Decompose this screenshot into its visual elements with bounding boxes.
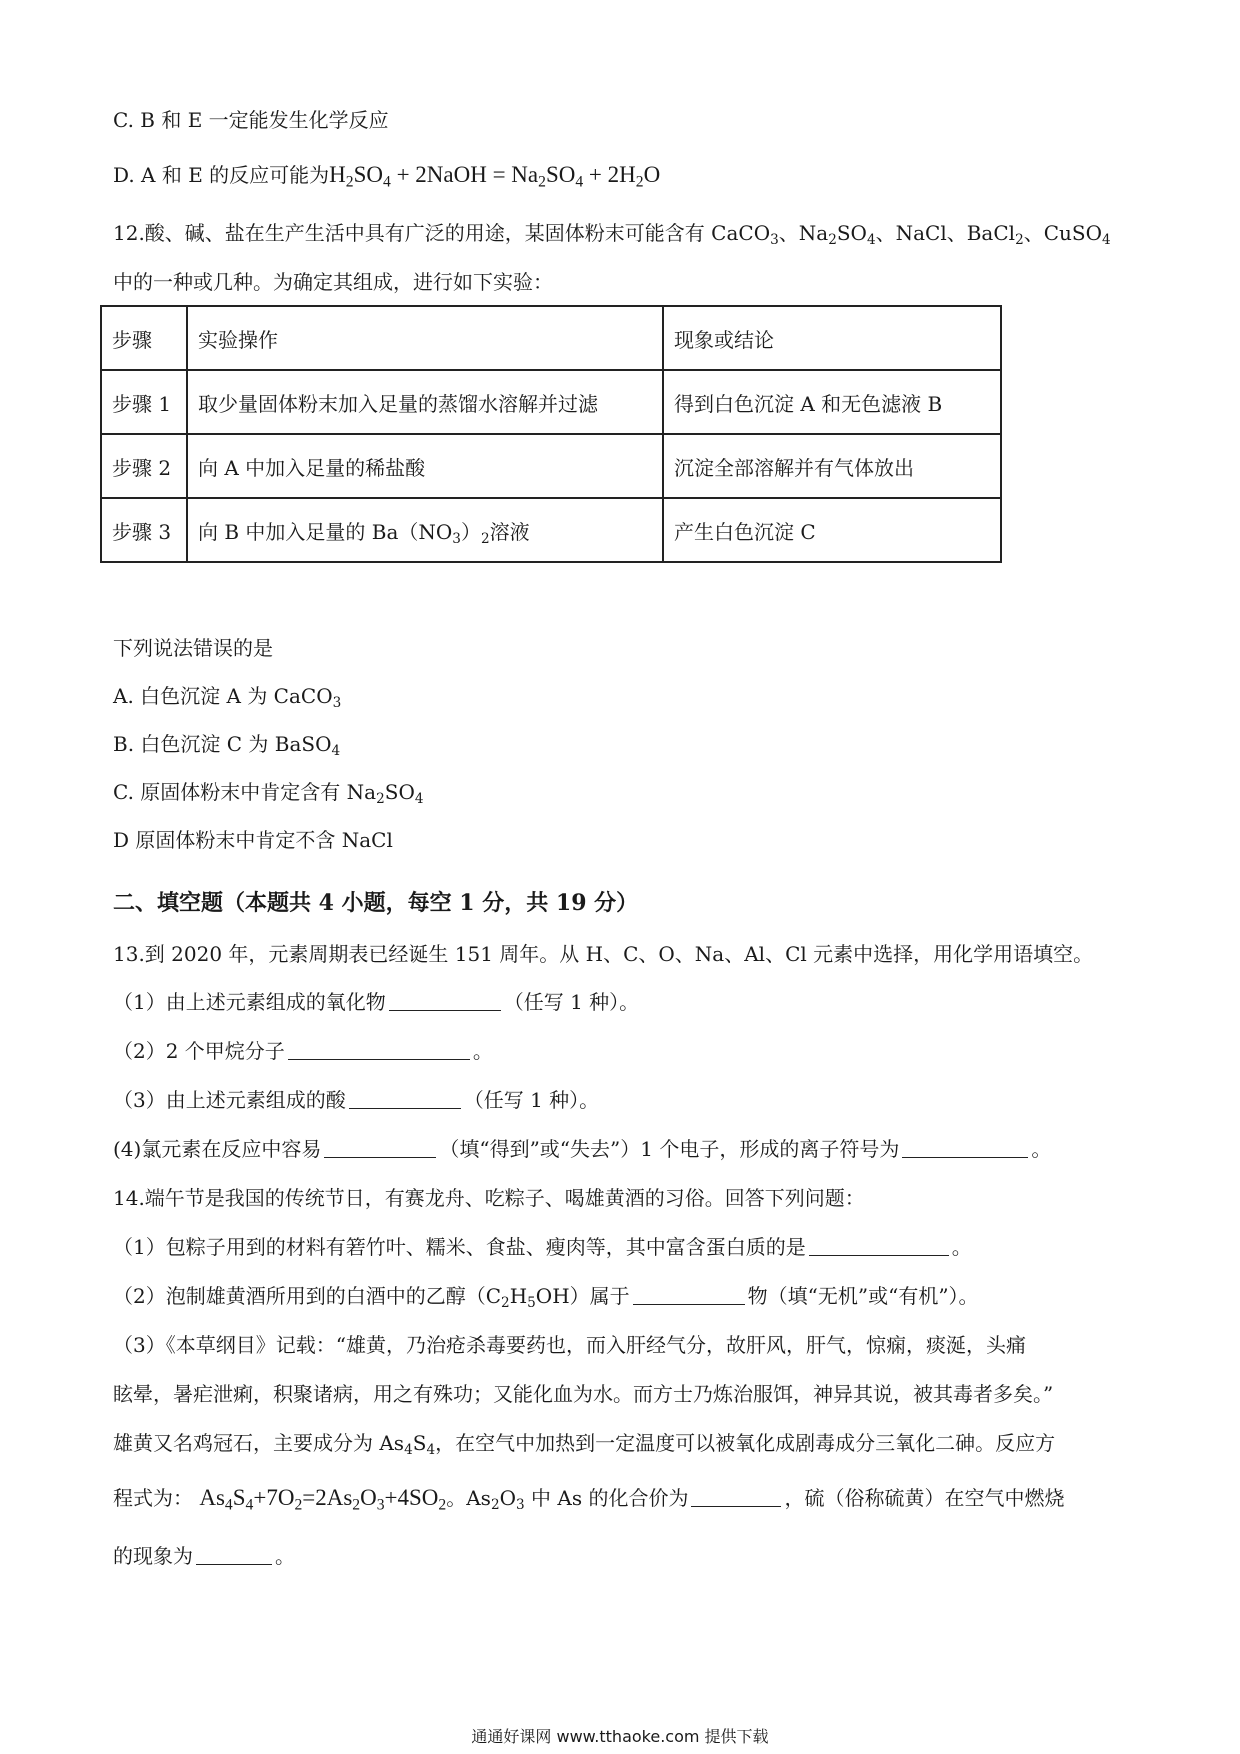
row-result: 沉淀全部溶解并有气体放出 [663,434,1001,498]
header-result: 现象或结论 [663,306,1001,370]
q12-question: 下列说法错误的是 [113,636,273,660]
q14-part3-line2: 眩晕，暑疟泄痢，积聚诸病，用之有殊功；又能化血为水。而方士乃炼治服饵，神异其说，被其毒者多矣。” [113,1382,1054,1406]
q13-stem: 13.到 2020 年，元素周期表已经诞生 151 周年。从 H、C、O、Na、Al、Cl 元素中选择，用化学用语填空。 [113,942,1094,966]
q12-intro-line2: 中的一种或几种。为确定其组成，进行如下实验： [113,270,553,294]
q11-option-d-text: D. A 和 E 的反应可能为 [113,163,330,187]
q11-option-c: C. B 和 E 一定能发生化学反应 [113,108,389,132]
row-operation: 向 A 中加入足量的稀盐酸 [187,434,663,498]
row-step: 步骤 3 [101,498,187,562]
q14-part3-line3: 雄黄又名鸡冠石，主要成分为 $As_4S_4$，在空气中加热到一定温度可以被氧化成剧毒成分三氧化二砷。反应方 [113,1431,1056,1459]
table-row [101,434,1001,498]
table-row [101,370,1001,434]
reaction-equation: $As_4S_4+7O_2=2As_2O_3+4SO_2$ [199,1485,447,1514]
answer-blank[interactable] [691,1486,781,1507]
row-step: 步骤 1 [101,370,187,434]
answer-blank[interactable] [809,1235,949,1256]
q12-option-a: A. 白色沉淀 A 为 CaCO$_3$ [113,684,342,712]
q14-part1: （1）包粽子用到的材料有箬竹叶、糯米、食盐、瘦肉等，其中富含蛋白质的是 。 [113,1235,972,1259]
q13-part3: （3）由上述元素组成的酸 （任写 1 种）。 [113,1088,600,1112]
q12-option-c: C. 原固体粉末中肯定含有 $Na_2SO_4$ [113,780,424,808]
q11-option-d [113,161,660,189]
answer-blank[interactable] [633,1284,745,1305]
answer-blank[interactable] [288,1039,470,1060]
q14-part3-line4: 程式为： $As_4S_4+7O_2=2As_2O_3+4SO_2$。$As_2O_3$ 中 As 的化合价为 ，硫（俗称硫黄）在空气中燃烧 [113,1485,1065,1514]
q14-stem: 14.端午节是我国的传统节日，有赛龙舟、吃粽子、喝雄黄酒的习俗。回答下列问题： [113,1186,865,1210]
row-step: 步骤 2 [101,434,187,498]
row-operation: 向 B 中加入足量的 $Ba(NO_3)_2$溶液 [187,498,663,562]
q12-option-d: D 原固体粉末中肯定不含 NaCl [113,828,393,852]
table-header-row [101,306,1001,370]
q13-part4: (4)氯元素在反应中容易 （填“得到”或“失去”）1 个电子，形成的离子符号为 。 [113,1137,1052,1161]
answer-blank[interactable] [902,1137,1028,1158]
q13-part2: （2）2 个甲烷分子 。 [113,1039,493,1063]
experiment-table [100,305,1002,563]
row-operation: 取少量固体粉末加入足量的蒸馏水溶解并过滤 [187,370,663,434]
section-heading: 二、填空题（本题共 4 小题，每空 1 分，共 19 分） [113,890,639,916]
q12-option-b: B. 白色沉淀 C 为 BaSO$_4$ [113,732,341,760]
answer-blank[interactable] [196,1544,272,1565]
header-step: 步骤 [101,306,187,370]
q12-intro-line1: 12.酸、碱、盐在生产生活中具有广泛的用途，某固体粉末可能含有 CaCO$_3$、$Na_2SO_4$、NaCl、BaCl$_2$、CuSO$_4$ [113,221,1111,249]
q13-part1: （1）由上述元素组成的氧化物 （任写 1 种）。 [113,990,640,1014]
header-operation: 实验操作 [187,306,663,370]
footer-watermark: 通通好课网 www.tthaoke.com 提供下载 [471,1727,769,1746]
q14-part2: （2）泡制雄黄酒所用到的白酒中的乙醇$(C_2H_5OH)$属于 物（填“无机”或“有机”）。 [113,1284,979,1312]
q14-part3-line5: 的现象为 。 [113,1544,295,1568]
answer-blank[interactable] [389,990,501,1011]
q14-part3-line1: （3）《本草纲目》记载：“雄黄，乃治疮杀毒要药也，而入肝经气分，故肝风，肝气，惊痫，痰涎，头痛 [113,1333,1026,1357]
q11-option-d-formula: $H_2SO_4$ + 2NaOH = $Na_2SO_4 + 2H_2O$ [329,162,661,191]
answer-blank[interactable] [324,1137,436,1158]
table-row [101,498,1001,562]
row-result: 产生白色沉淀 C [663,498,1001,562]
answer-blank[interactable] [349,1088,461,1109]
row-result: 得到白色沉淀 A 和无色滤液 B [663,370,1001,434]
